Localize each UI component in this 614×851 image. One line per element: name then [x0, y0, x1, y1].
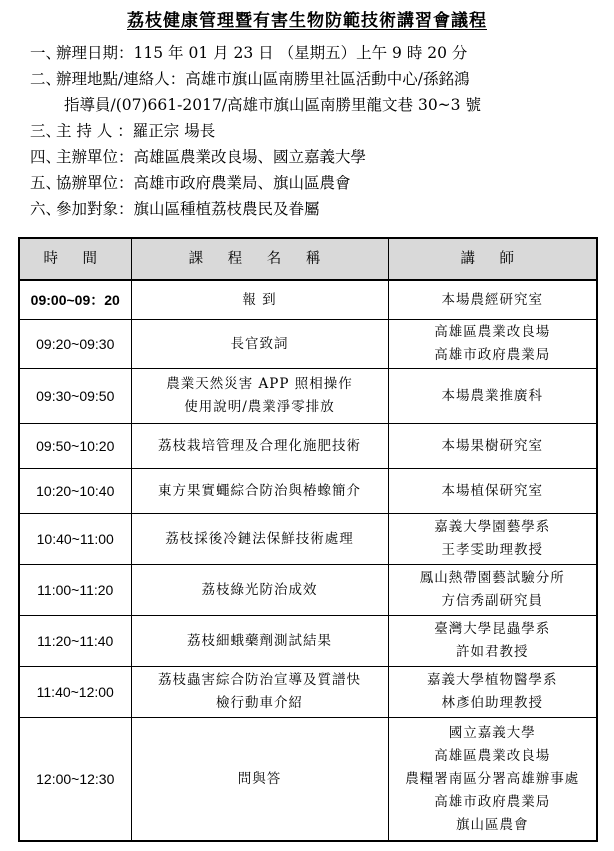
info-co-organizer: [30, 170, 600, 196]
time-cell: 12:00~12:30: [19, 718, 131, 842]
course-cell: 荔枝綠光防治成效: [131, 565, 388, 616]
speaker-cell: 本場農經研究室: [388, 280, 597, 320]
speaker-cell: 嘉義大學園藝學系 王孝雯助理教授: [388, 514, 597, 565]
header-course: 課 程 名 稱: [131, 238, 388, 280]
info-date: [30, 40, 600, 66]
info-number: 五、: [30, 174, 62, 192]
course-cell: 長官致詞: [131, 320, 388, 369]
info-location: [30, 66, 600, 92]
table-row: [19, 514, 597, 565]
speaker-cell: 本場農業推廣科: [388, 369, 597, 424]
time-cell: 11:00~11:20: [19, 565, 131, 616]
table-row: [19, 667, 597, 718]
info-label: 辦理日期：: [56, 44, 134, 62]
time-cell: 09:50~10:20: [19, 424, 131, 469]
info-value: 羅正宗 場長: [132, 122, 216, 140]
info-label: 辦理地點/連絡人：: [56, 70, 186, 88]
info-host: [30, 118, 600, 144]
course-cell: 荔枝採後冷鏈法保鮮技術處理: [131, 514, 388, 565]
table-row: [19, 616, 597, 667]
course-cell: 荔枝栽培管理及合理化施肥技術: [131, 424, 388, 469]
info-label: 參加對象：: [56, 200, 134, 218]
page-title: [0, 6, 614, 31]
speaker-cell: 高雄區農業改良場 高雄市政府農業局: [388, 320, 597, 369]
info-location-continued: 指導員/(07)661-2017/高雄市旗山區南勝里龍文巷 30~3 號: [64, 96, 481, 114]
info-number: 二、: [30, 70, 62, 88]
speaker-cell: 臺灣大學昆蟲學系 許如君教授: [388, 616, 597, 667]
info-value: 高雄市政府農業局、旗山區農會: [133, 174, 351, 192]
table-row: [19, 369, 597, 424]
table-row: [19, 469, 597, 514]
table-row: [19, 280, 597, 320]
header-time: 時 間: [19, 238, 131, 280]
info-label: 主辦單位：: [56, 148, 134, 166]
course-cell: 東方果實蠅綜合防治與椿蟓簡介: [131, 469, 388, 514]
table-row: [19, 565, 597, 616]
time-cell: 09:30~09:50: [19, 369, 131, 424]
info-organizer: [30, 144, 600, 170]
info-audience: [30, 196, 600, 222]
table-header-row: [19, 238, 597, 280]
course-cell: 荔枝蟲害綜合防治宣導及質譜快 檢行動車介紹: [131, 667, 388, 718]
table-row: [19, 424, 597, 469]
time-cell: 09:00~09：20: [19, 280, 131, 320]
info-value: 115 年 01 月 23 日 （星期五）上午 9 時 20 分: [133, 44, 468, 62]
time-cell: 09:20~09:30: [19, 320, 131, 369]
table-row: [19, 320, 597, 369]
info-label: 協辦單位：: [56, 174, 134, 192]
course-cell: 報 到: [131, 280, 388, 320]
info-value: 旗山區種植荔枝農民及眷屬: [133, 200, 320, 218]
time-cell: 10:20~10:40: [19, 469, 131, 514]
header-speaker: 講 師: [388, 238, 597, 280]
course-cell: 荔枝細蛾藥劑測試結果: [131, 616, 388, 667]
info-value: 高雄市旗山區南勝里社區活動中心/孫銘鴻: [185, 70, 470, 88]
course-cell: 農業天然災害 APP 照相操作 使用說明/農業淨零排放: [131, 369, 388, 424]
speaker-cell: 嘉義大學植物醫學系 林彥伯助理教授: [388, 667, 597, 718]
speaker-cell: 本場果樹研究室: [388, 424, 597, 469]
info-value: 高雄區農業改良場、國立嘉義大學: [133, 148, 367, 166]
speaker-cell: 鳳山熱帶園藝試驗分所 方信秀副研究員: [388, 565, 597, 616]
time-cell: 11:40~12:00: [19, 667, 131, 718]
info-number: 六、: [30, 200, 62, 218]
schedule-table: [18, 237, 598, 842]
time-cell: 11:20~11:40: [19, 616, 131, 667]
speaker-cell: 國立嘉義大學 高雄區農業改良場 農糧署南區分署高雄辦事處 高雄市政府農業局 旗山區農會: [388, 718, 597, 842]
info-number: 四、: [30, 148, 62, 166]
info-label: 主 持 人 ：: [56, 122, 133, 140]
table-row: [19, 718, 597, 842]
info-number: 三、: [30, 122, 62, 140]
time-cell: 10:40~11:00: [19, 514, 131, 565]
speaker-cell: 本場植保研究室: [388, 469, 597, 514]
course-cell: 問與答: [131, 718, 388, 842]
page-title-text: 荔枝健康管理暨有害生物防範技術講習會議程: [127, 11, 487, 31]
info-number: 一、: [30, 44, 62, 62]
info-section: [30, 40, 600, 222]
